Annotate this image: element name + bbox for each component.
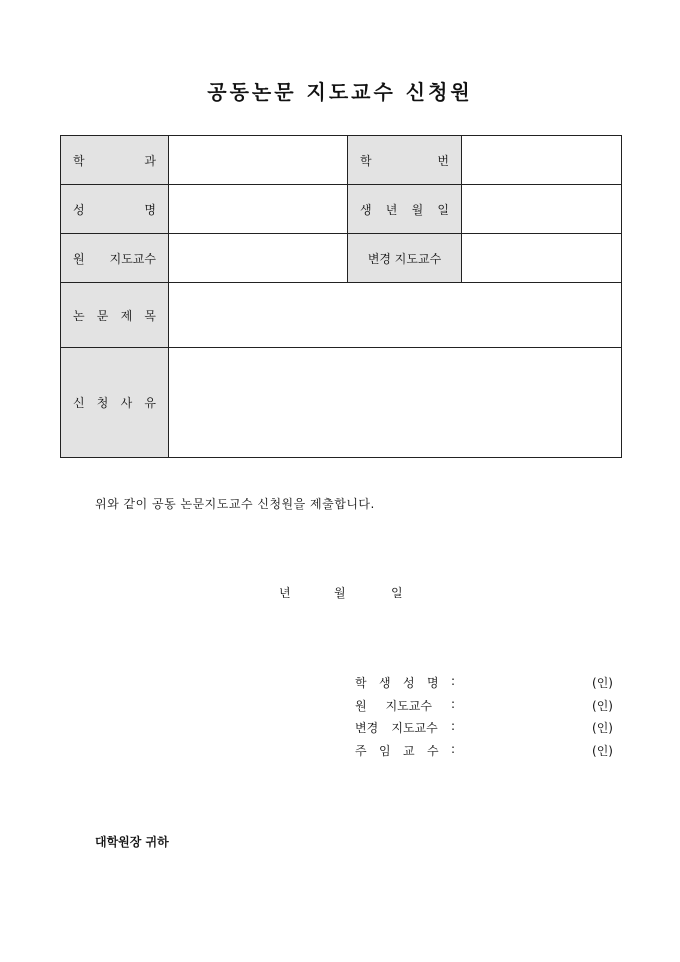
signature-new-advisor-seal: (인) — [592, 721, 613, 735]
original-advisor-field[interactable] — [169, 234, 348, 283]
signature-original-advisor-seal: (인) — [592, 699, 613, 713]
addressee-text: 대학원장 귀하 — [95, 835, 169, 849]
form-row-reason — [61, 348, 622, 458]
form-row-name — [61, 185, 622, 234]
signature-original-advisor-label: 원 지도교수 : — [355, 697, 455, 713]
form-row-advisor — [61, 234, 622, 283]
name-label: 성 명 — [61, 185, 169, 234]
date-month: 월 — [334, 586, 346, 600]
new-advisor-label: 변경 지도교수 — [348, 234, 462, 283]
reason-field[interactable] — [169, 348, 622, 458]
statement-text: 위와 같이 공동 논문지도교수 신청원을 제출합니다. — [95, 497, 375, 511]
application-form-table — [60, 135, 622, 458]
new-advisor-field[interactable] — [462, 234, 622, 283]
student-id-label: 학 번 — [348, 136, 462, 185]
signature-chair-professor-seal: (인) — [592, 744, 613, 758]
department-label: 학 과 — [61, 136, 169, 185]
date-year: 년 — [279, 586, 291, 600]
signature-student-label: 학 생 성 명 : — [355, 674, 455, 690]
department-field[interactable] — [169, 136, 348, 185]
form-row-thesis-title — [61, 283, 622, 348]
signature-new-advisor-label: 변경 지도교수 : — [355, 719, 455, 735]
form-row-department — [61, 136, 622, 185]
student-id-field[interactable] — [462, 136, 622, 185]
signature-student-seal: (인) — [592, 676, 613, 690]
original-advisor-label: 원 지도교수 — [61, 234, 169, 283]
birthdate-label: 생 년 월 일 — [348, 185, 462, 234]
date-day: 일 — [391, 586, 403, 600]
name-field[interactable] — [169, 185, 348, 234]
signature-chair-professor-label: 주 임 교 수 : — [355, 742, 455, 758]
reason-label: 신 청 사 유 — [61, 348, 169, 458]
thesis-title-label: 논 문 제 목 — [61, 283, 169, 348]
thesis-title-field[interactable] — [169, 283, 622, 348]
document-title: 공동논문 지도교수 신청원 — [207, 80, 473, 104]
birthdate-field[interactable] — [462, 185, 622, 234]
